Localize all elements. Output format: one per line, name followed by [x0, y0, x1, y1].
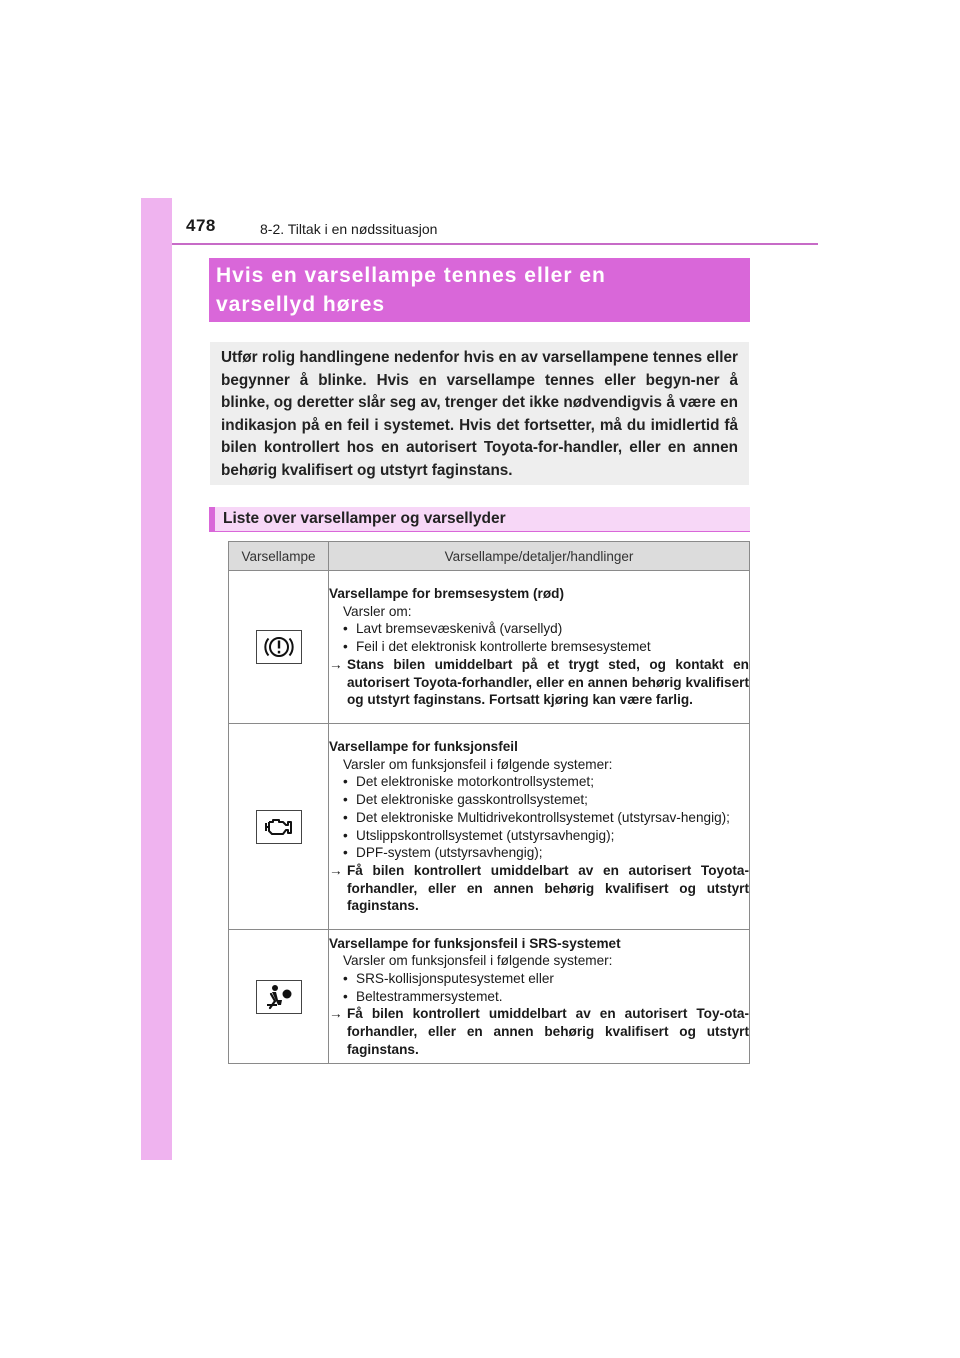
bullet-list [329, 773, 749, 862]
table-header-row [229, 542, 750, 571]
warning-lamp-table [228, 541, 750, 1064]
details-cell [329, 571, 750, 724]
table-row [229, 930, 750, 1064]
lamp-intro: Varsler om funksjonsfeil i følgende systemer: [343, 953, 613, 969]
srs-airbag-icon [256, 980, 302, 1014]
list-item: • Det elektroniske motorkontrollsystemet; [329, 773, 749, 791]
page-number: 478 [186, 216, 216, 235]
table-row [229, 571, 750, 724]
page-title [216, 261, 743, 319]
action-instruction [329, 656, 749, 709]
lamp-title: Varsellampe for funksjonsfeil [329, 738, 518, 754]
list-item: • Lavt bremsevæskenivå (varsellyd) [329, 620, 749, 638]
lamp-title: Varsellampe for bremsesystem (rød) [329, 586, 564, 602]
table-row [229, 724, 750, 930]
list-item: • Det elektroniske gasskontrollsystemet; [329, 791, 749, 809]
action-instruction [329, 862, 749, 915]
details-cell [329, 724, 750, 930]
action-text: Få bilen kontrollert umiddelbart av en autorisert Toy-ota-forhandler, eller en annen behørig kvalifisert og utstyrt faginstans. [347, 1006, 749, 1057]
action-text: Få bilen kontrollert umiddelbart av en autorisert Toyota-forhandler, eller en annen behørig kvalifisert og utstyrt faginstans. [347, 862, 749, 914]
arrow-icon: → [329, 1006, 343, 1022]
action-instruction [329, 1005, 749, 1058]
action-text: Stans bilen umiddelbart på et trygt sted, og kontakt en autorisert Toyota-forhandler, eller en annen behørig kvalifisert og utstyrt faginstans. Fortsatt kjøring kan være farlig. [347, 656, 749, 708]
column-header-details: Varsellampe/detaljer/handlinger [329, 542, 750, 571]
list-item: • Beltestrammersystemet. [329, 988, 749, 1006]
list-item: • Det elektroniske Multidrivekontrollsystemet (utstyrsav-hengig); [329, 809, 749, 827]
intro-box [210, 342, 749, 485]
bullet-list [329, 620, 749, 655]
side-tab-strip [141, 198, 172, 1160]
list-item: • DPF-system (utstyrsavhengig); [329, 844, 749, 862]
lamp-intro: Varsler om: [343, 603, 412, 619]
title-band [209, 258, 750, 322]
lamp-title: Varsellampe for funksjonsfeil i SRS-systemet [329, 935, 621, 951]
arrow-icon: → [329, 862, 343, 878]
icon-cell [229, 930, 329, 1064]
header-divider [172, 243, 818, 245]
column-header-lamp: Varsellampe [229, 542, 329, 571]
arrow-icon: → [329, 656, 343, 672]
list-item: • Utslippskontrollsystemet (utstyrsavhengig); [329, 827, 749, 845]
lamp-intro: Varsler om funksjonsfeil i følgende systemer: [343, 756, 613, 772]
brake-warning-icon [256, 630, 302, 664]
subheading: Liste over varsellamper og varsellyder [223, 510, 506, 527]
section-reference: 8-2. Tiltak i en nødssituasjon [260, 221, 438, 237]
engine-check-icon [256, 810, 302, 844]
details-cell [329, 930, 750, 1064]
icon-cell [229, 571, 329, 724]
page-title-line-1: Hvis en varsellampe tennes eller en [216, 264, 606, 287]
icon-cell [229, 724, 329, 930]
subheading-band [209, 507, 750, 532]
bullet-list [329, 970, 749, 1005]
list-item: • SRS-kollisjonsputesystemet eller [329, 970, 749, 988]
page-title-line-2: varsellyd høres [216, 293, 386, 316]
list-item: • Feil i det elektronisk kontrollerte bremsesystemet [329, 638, 749, 656]
intro-text: Utfør rolig handlingene nedenfor hvis en av varsellampene tennes eller begynner å blinke. Hvis en varsellampe tennes eller begyn-ner å blinke, og deretter slår seg av, trenger det ikke nødvendigvis å være en indikasjon på en feil i systemet. Hvis det fortsetter, må du imidlertid få bilen kontrollert hos en autorisert Toyota-for-handler, eller en annen behørig kvalifisert og utstyrt faginstans. [221, 349, 738, 479]
